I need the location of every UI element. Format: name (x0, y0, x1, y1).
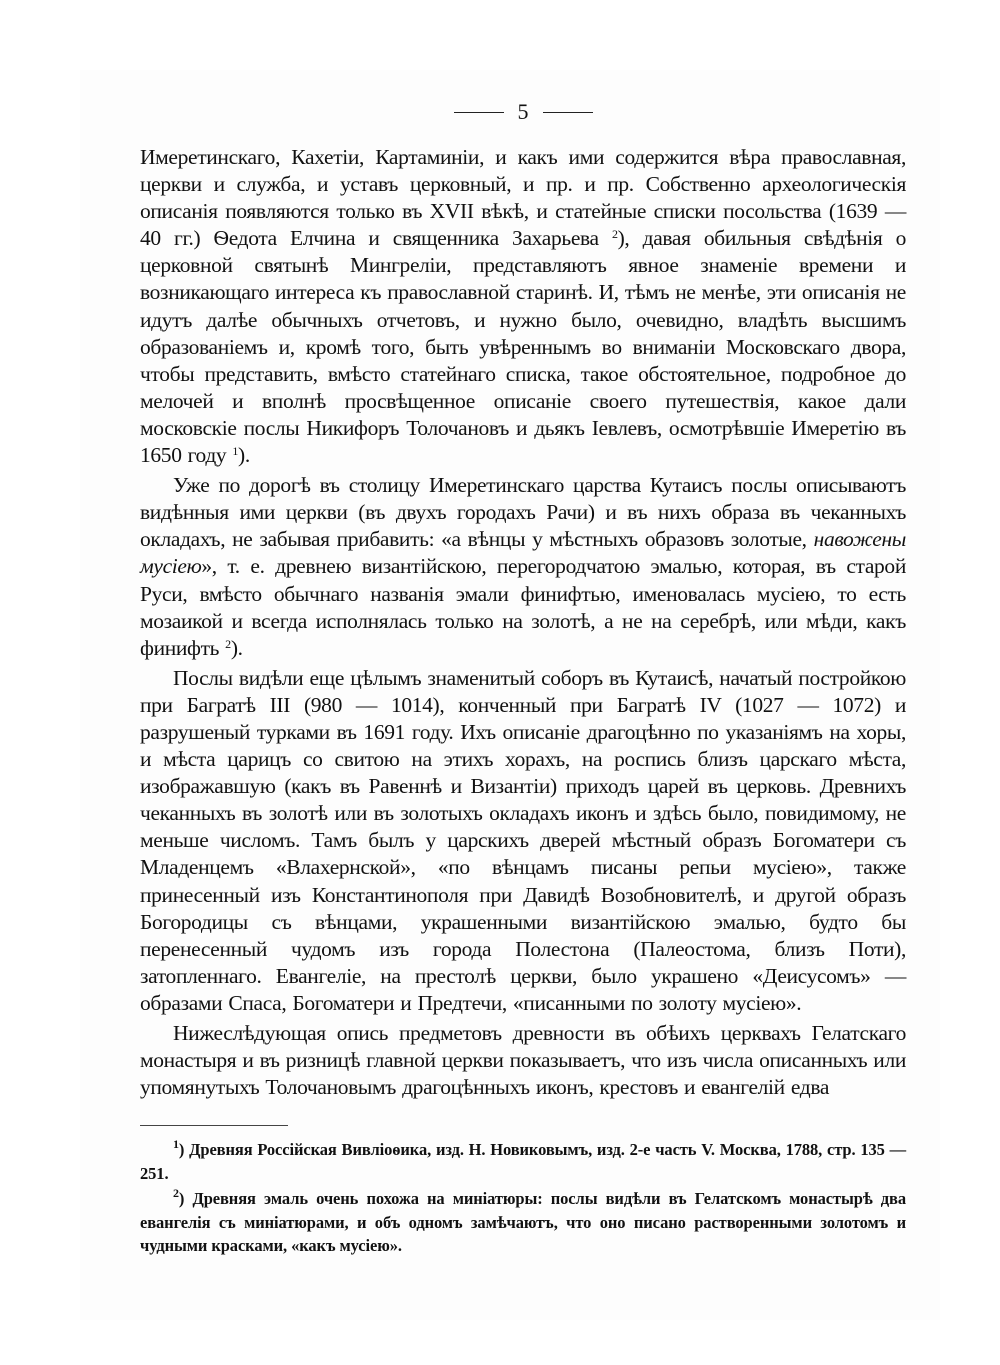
footnote-text: Древняя эмаль очень похожа на миніатюры: послы видѣли въ Гелатскомъ монастырѣ два евангелія съ миніатюрами, и объ одномъ замѣчаютъ, что оно писано растворенными золотомъ и чудными красками, «какъ мусіею». (140, 1189, 906, 1256)
paragraph-text: ), давая обильныя свѣдѣнія о церковной святынѣ Мингреліи, представляютъ явное знаменіе времени и возникающаго интереса къ православной старинѣ. И, тѣмъ не менѣе, эти описанія не идутъ далѣе обычныхъ отчетовъ, и нужно было, очевидно, владѣть высшимъ образованіемъ и, кромѣ того, быть увѣреннымъ во вниманіи Московскаго двора, чтобы представить, вмѣсто статейнаго списка, такое обстоятельное, подробное до мелочей и вполнѣ просвѣщенное описаніе своего путешествія, какое дали московскіе послы Никифоръ Толочановъ и дьякъ Іевлевъ, осмотрѣвшіе Имеретію въ 1650 году (140, 226, 907, 468)
paragraph-1 (140, 144, 906, 469)
header-rule-right (543, 112, 593, 113)
paragraph-text: », т. е. древнею византійскою, перегородчатою эмалью, которая, въ старой Руси, вмѣсто обычнаго названія эмали финифтью, именовалась мусіею, то есть мозаикой и всегда исполнялась только на золотѣ, а не на серебрѣ, или мѣди, какъ финифть (140, 554, 906, 660)
footnote-marker: 2 (173, 1186, 179, 1201)
book-page (140, 92, 906, 1258)
footnote-text: Древняя Россійская Вивліоѳика, изд. Н. Новиковымъ, изд. 2-е часть V. Москва, 1788, стр. 135 — 251. (140, 1140, 906, 1183)
paragraph-2 (140, 472, 906, 662)
header-rule-left (454, 112, 504, 113)
footnote-2: $^2$) Древняя эмаль очень похожа на миніатюры: послы видѣли въ Гелатскомъ монастырѣ два евангелія съ миніатюрами, и объ одномъ замѣчаютъ, что оно писано растворенными золотомъ и чудными красками, «какъ мусіею». (140, 1186, 906, 1256)
body-text (140, 144, 906, 1101)
paragraph-text: ). (238, 443, 250, 468)
paragraph-text: Послы видѣли еще цѣлымъ знаменитый соборъ въ Кутаисѣ, начатый постройкою при Багратѣ III (980 — 1014), конченный при Багратѣ IV (1027 — 1072) и разрушеный турками въ 1691 году. Ихъ описаніе драгоцѣнно по указаніямъ на хоры, и мѣста царицъ со свитою на этихъ хорахъ, на роспись близъ царскаго мѣста, изображавшую (какъ въ Равеннѣ и Византіи) приходъ царей въ церковь. Древнихъ чеканныхъ въ золотѣ или въ золотыхъ окладахъ иконъ и здѣсь было, повидимому, не меньше числомъ. Тамъ былъ у царскихъ дверей мѣстный образъ Богоматери съ Младенцемъ «Влахернской», «по вѣнцамъ писаны репьи мусіею», также принесенный изъ Константинополя при Давидѣ Возобновителѣ, и другой образъ Богородицы съ вѣнцами, украшенными византійскою эмалью, будто бы перенесенный чудомъ изъ города Полестона (Палеостома, близъ Поти), затопленнаго. Евангеліе, на престолѣ церкви, было украшено «Деисусомъ» — образами Спаса, Богоматери и Предтечи, «писанными по золоту мусіею». (140, 665, 906, 1015)
paragraph-text: Нижеслѣдующая опись предметовъ древности въ обѣихъ церквахъ Гелатскаго монастыря и въ ризницѣ главной церкви показываетъ, что изъ числа описанныхъ или упомянутыхъ Толочановымъ драгоцѣнныхъ иконъ, крестовъ и евангелій едва (140, 1021, 906, 1100)
footnote-marker: 1 (173, 1137, 179, 1152)
paragraph-3 (140, 665, 906, 1017)
paragraph-text: Уже по дорогѣ въ столицу Имеретинскаго царства Кутаисъ послы описываютъ видѣнныя ими церкви (въ двухъ городахъ Рачи) и въ нихъ образа въ чеканныхъ окладахъ, не забывая прибавить: «а вѣнцы у мѣстныхъ образовъ золотые, (140, 473, 906, 552)
footnote-ref[interactable]: 2 (225, 636, 231, 651)
footnote-ref[interactable]: 1 (232, 444, 239, 459)
paragraph-4 (140, 1020, 906, 1101)
page-header (140, 92, 906, 132)
paragraph-text: Имеретинскаго, Кахетіи, Картаминіи, и какъ ими содержится вѣра православная, церкви и служба, и уставъ церковный, и пр. и пр. Собственно археологическія описанія появляются только въ XVII вѣкѣ, и статейные списки посольства (1639 — 40 гг.) Ѳедота Елчина и священника Захарьева (140, 145, 906, 251)
footnote-ref[interactable]: 2 (611, 227, 618, 242)
footnote-1: $^1$) Древняя Россійская Вивліоѳика, изд. Н. Новиковымъ, изд. 2-е часть V. Москва, 1788, стр. 135 — 251. (140, 1137, 906, 1183)
footnote-separator (140, 1125, 288, 1126)
footnotes (140, 1138, 906, 1258)
paragraph-text: ). (230, 635, 243, 660)
italic-quote: навожены мусіею (140, 527, 906, 579)
page-number: 5 (517, 99, 529, 124)
